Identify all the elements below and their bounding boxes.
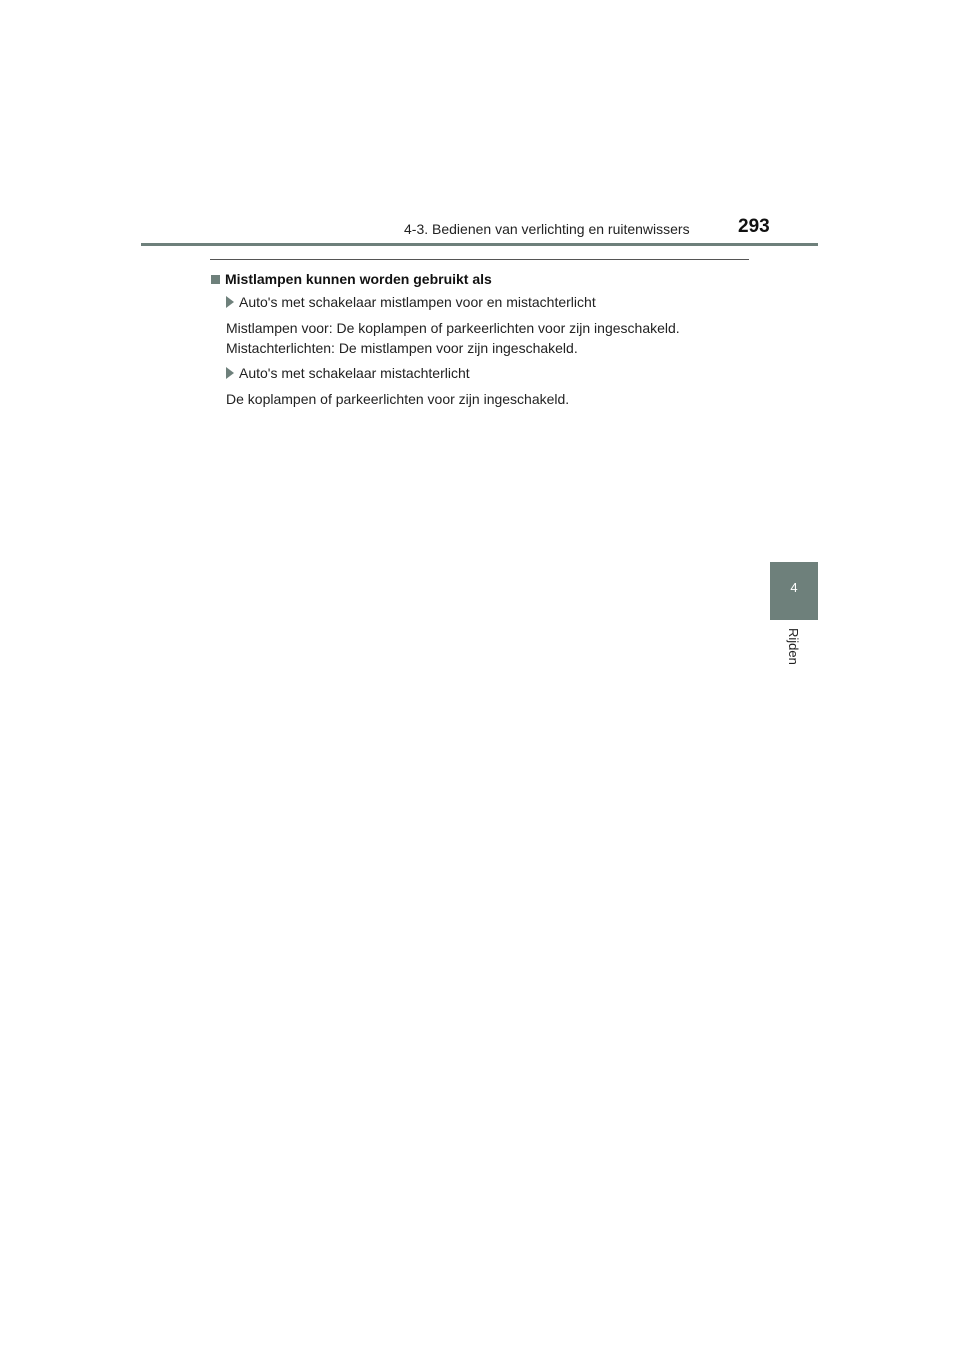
section-heading-text: Mistlampen kunnen worden gebruikt als: [225, 271, 492, 287]
page-number: 293: [738, 216, 770, 237]
triangle-arrow-icon: [226, 367, 234, 379]
subsection-title: Auto's met schakelaar mistlampen voor en mistachterlicht: [239, 294, 596, 310]
section-heading: [211, 271, 492, 287]
square-bullet-icon: [211, 275, 220, 284]
triangle-arrow-icon: [226, 296, 234, 308]
subsection-rear-fog: [226, 365, 470, 381]
running-header: 4-3. Bedienen van verlichting en ruitenwissers: [404, 221, 690, 237]
chapter-number: 4: [790, 580, 798, 595]
paragraph-line: Mistachterlichten: De mistlampen voor zijn ingeschakeld.: [226, 340, 578, 356]
paragraph-line: De koplampen of parkeerlichten voor zijn ingeschakeld.: [226, 391, 570, 407]
subsection-title: Auto's met schakelaar mistachterlicht: [239, 365, 470, 381]
chapter-tab: [770, 562, 818, 620]
chapter-label: Rijden: [786, 628, 801, 665]
paragraph-line: Mistlampen voor: De koplampen of parkeerlichten voor zijn ingeschakeld.: [226, 320, 680, 336]
header-rule: [141, 243, 818, 246]
subsection-front-rear-fog: [226, 294, 596, 310]
section-divider: [210, 259, 749, 260]
